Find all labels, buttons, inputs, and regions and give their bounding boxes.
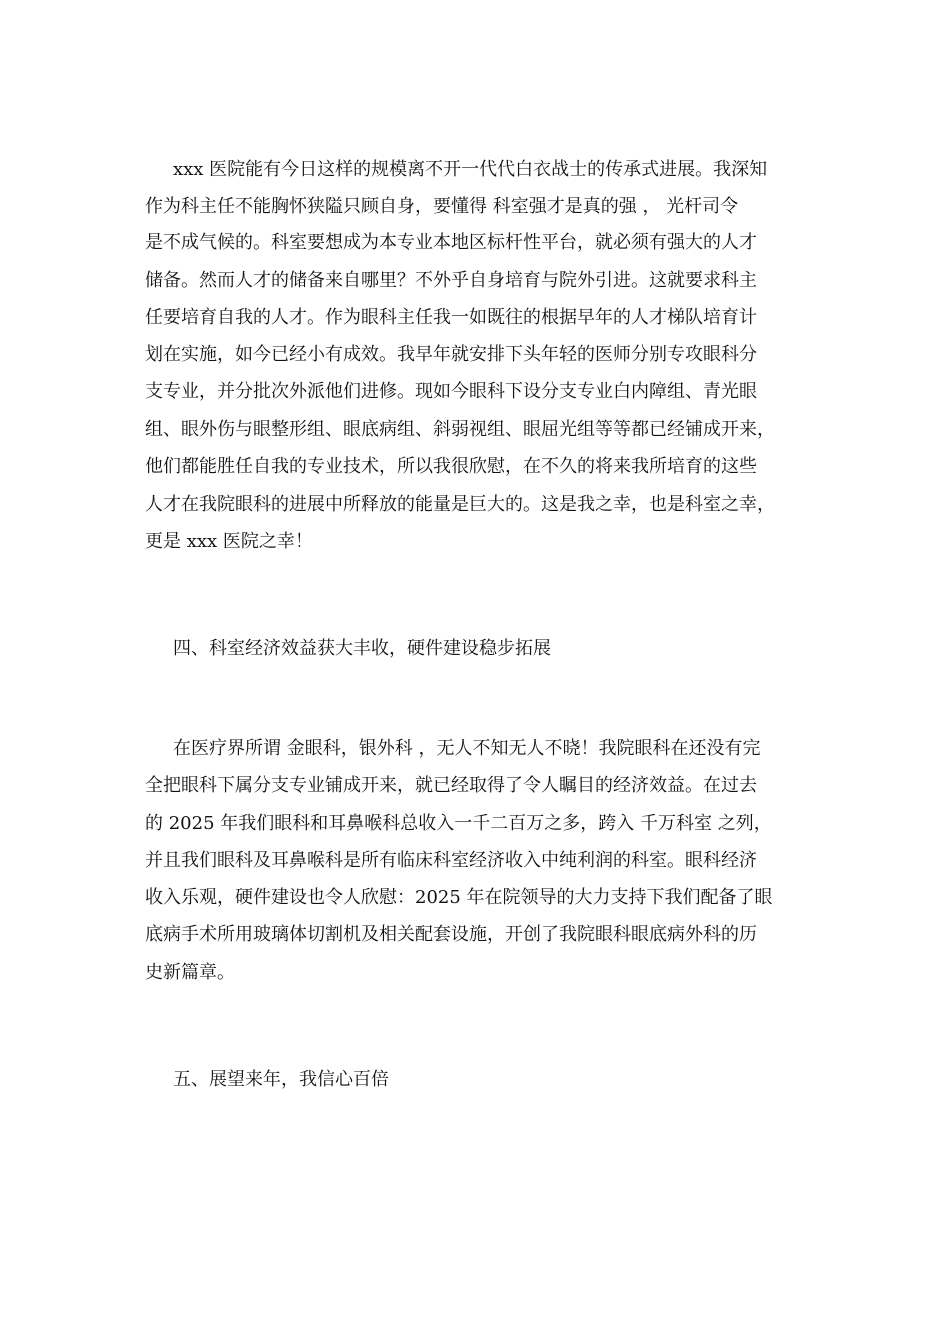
paragraph-2-line-3: 的 2025 年我们眼科和耳鼻喉科总收入一千二百万之多，跨入 千万科室 之列， <box>145 813 772 834</box>
paragraph-1-line-7: 支专业，并分批次外派他们进修。现如今眼科下设分支专业白内障组、青光眼 <box>145 381 757 402</box>
paragraph-1-line-3: 是不成气候的。科室要想成为本专业本地区标杆性平台，就必须有强大的人才 <box>145 232 757 253</box>
paragraph-1-line-11: 更是 xxx 医院之幸！ <box>145 531 313 552</box>
paragraph-2-line-5: 收入乐观，硬件建设也令人欣慰：2025 年在院领导的大力支持下我们配备了眼 <box>145 887 773 908</box>
paragraph-1-line-5: 任要培育自我的人才。作为眼科主任我一如既往的根据早年的人才梯队培育计 <box>145 307 757 328</box>
paragraph-2-line-6: 底病手术所用玻璃体切割机及相关配套设施，开创了我院眼科眼底病外科的历 <box>145 924 757 945</box>
paragraph-1-line-4: 储备。然而人才的储备来自哪里？不外乎自身培育与院外引进。这就要求科主 <box>145 270 757 291</box>
paragraph-2-line-4: 并且我们眼科及耳鼻喉科是所有临床科室经济收入中纯利润的科室。眼科经济 <box>145 850 757 871</box>
paragraph-2-line-1: 在医疗界所谓 金眼科，银外科 ，无人不知无人不晓！我院眼科在还没有完 <box>173 738 761 759</box>
paragraph-1-line-8: 组、眼外伤与眼整形组、眼底病组、斜弱视组、眼屈光组等等都已经铺成开来， <box>145 419 775 440</box>
paragraph-2-line-2: 全把眼科下属分支专业铺成开来，就已经取得了令人瞩目的经济效益。在过去 <box>145 775 757 796</box>
paragraph-1-line-1: xxx 医院能有今日这样的规模离不开一代代白衣战士的传承式进展。我深知 <box>173 159 768 180</box>
section-heading-4: 四、科室经济效益获大丰收，硬件建设稳步拓展 <box>173 638 551 659</box>
paragraph-1-line-10: 人才在我院眼科的进展中所释放的能量是巨大的。这是我之幸，也是科室之幸， <box>145 494 775 515</box>
paragraph-1-line-2: 作为科主任不能胸怀狭隘只顾自身，要懂得 科室强才是真的强 ， 光杆司令 <box>145 196 739 217</box>
section-heading-5: 五、展望来年，我信心百倍 <box>173 1069 389 1090</box>
paragraph-1-line-6: 划在实施，如今已经小有成效。我早年就安排下头年轻的医师分别专攻眼科分 <box>145 344 757 365</box>
paragraph-1-line-9: 他们都能胜任自我的专业技术，所以我很欣慰，在不久的将来我所培育的这些 <box>145 456 757 477</box>
paragraph-2-line-7: 史新篇章。 <box>145 962 235 983</box>
